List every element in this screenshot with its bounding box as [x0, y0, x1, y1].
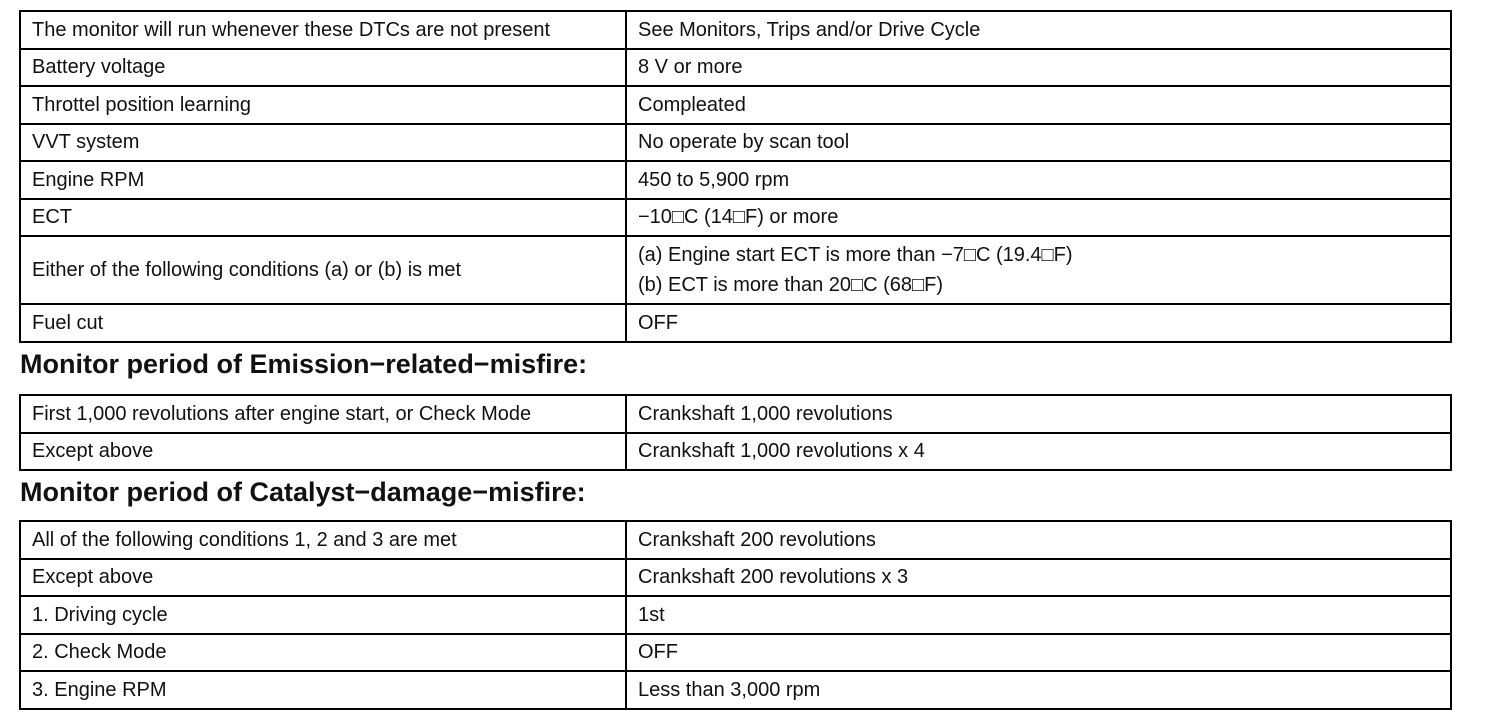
period-label: 3. Engine RPM [20, 671, 626, 709]
condition-value: 8 V or more [626, 49, 1451, 87]
condition-label: VVT system [20, 124, 626, 162]
period-value: 1st [626, 596, 1451, 634]
emission-misfire-table [19, 394, 1452, 471]
period-label: Except above [20, 559, 626, 597]
table-row [20, 395, 1451, 433]
period-label: Except above [20, 433, 626, 471]
condition-label: Engine RPM [20, 161, 626, 199]
period-label: 1. Driving cycle [20, 596, 626, 634]
table-row [20, 596, 1451, 634]
condition-label: Battery voltage [20, 49, 626, 87]
period-label: 2. Check Mode [20, 634, 626, 672]
condition-value-line-b: (b) ECT is more than 20□C (68□F) [638, 274, 943, 296]
table-row [20, 124, 1451, 162]
monitor-conditions-table [19, 10, 1452, 343]
table-row [20, 521, 1451, 559]
condition-value: −10□C (14□F) or more [626, 199, 1451, 237]
condition-label: The monitor will run whenever these DTCs are not present [20, 11, 626, 49]
condition-value: See Monitors, Trips and/or Drive Cycle [626, 11, 1451, 49]
condition-label: Fuel cut [20, 304, 626, 342]
table-row [20, 559, 1451, 597]
period-value: OFF [626, 634, 1451, 672]
table-row [20, 671, 1451, 709]
table-row [20, 304, 1451, 342]
table-row [20, 161, 1451, 199]
catalyst-misfire-heading: Monitor period of Catalyst−damage−misfire: [20, 477, 586, 507]
period-value: Crankshaft 200 revolutions x 3 [626, 559, 1451, 597]
condition-value-line-a: (a) Engine start ECT is more than −7□C (19.4□F) [638, 244, 1073, 266]
table-row [20, 86, 1451, 124]
condition-value: No operate by scan tool [626, 124, 1451, 162]
table-row [20, 49, 1451, 87]
condition-value: 450 to 5,900 rpm [626, 161, 1451, 199]
period-value: Crankshaft 1,000 revolutions x 4 [626, 433, 1451, 471]
condition-label: Throttel position learning [20, 86, 626, 124]
condition-label: ECT [20, 199, 626, 237]
condition-value: OFF [626, 304, 1451, 342]
condition-value: Compleated [626, 86, 1451, 124]
table-row [20, 433, 1451, 471]
table-row [20, 634, 1451, 672]
condition-label: Either of the following conditions (a) or (b) is met [20, 236, 626, 304]
period-value: Crankshaft 200 revolutions [626, 521, 1451, 559]
table-row [20, 199, 1451, 237]
catalyst-misfire-table [19, 520, 1452, 710]
condition-value [626, 236, 1451, 304]
period-value: Less than 3,000 rpm [626, 671, 1451, 709]
period-value: Crankshaft 1,000 revolutions [626, 395, 1451, 433]
period-label: All of the following conditions 1, 2 and 3 are met [20, 521, 626, 559]
emission-misfire-heading: Monitor period of Emission−related−misfire: [20, 349, 588, 379]
period-label: First 1,000 revolutions after engine start, or Check Mode [20, 395, 626, 433]
table-row [20, 236, 1451, 304]
table-row [20, 11, 1451, 49]
